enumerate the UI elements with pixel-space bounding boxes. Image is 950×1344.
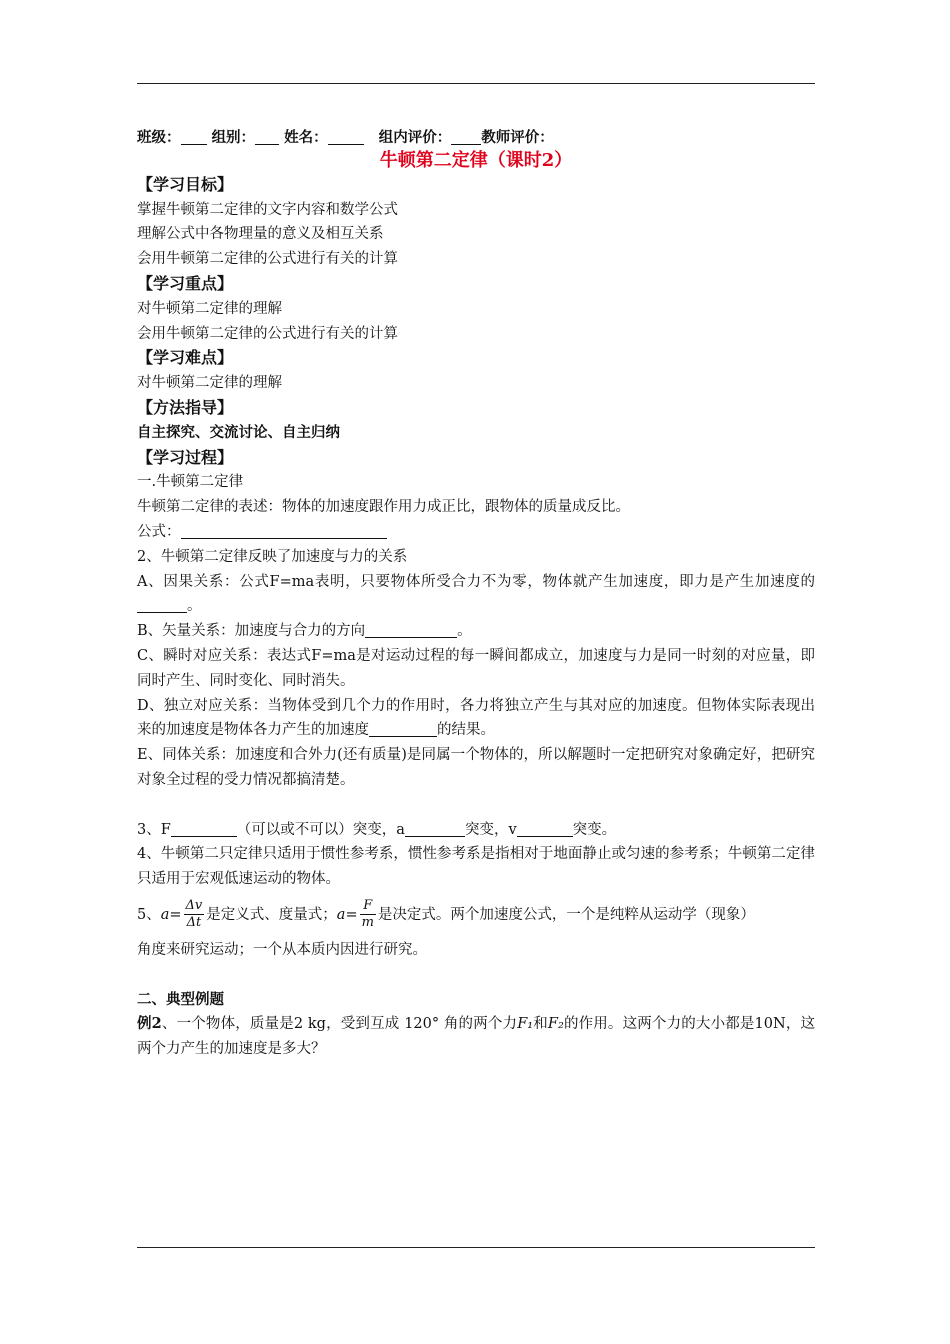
worksheet-body: [137, 126, 815, 1062]
item-a: A、因果关系：公式F=ma表明，只要物体所受合力不为零，物体就产生加速度，即力是产生加速度的。: [137, 573, 815, 615]
goal-item: 掌握牛顿第二定律的文字内容和数学公式: [137, 201, 398, 218]
item5-equation-line: 5、a= $\frac{\Delta v}{\Delta t}$ 是定义式、度量式；a= $\frac{F}{m}$ 是决定式。两个加速度公式，一个是纯粹从运动学（现象）: [137, 898, 755, 931]
class-field[interactable]: [181, 129, 207, 145]
item-d: D、独立对应关系：当物体受到几个力的作用时，各力将独立产生与其对应的加速度。但物体实际表现出来的加速度是物体各力产生的加速度 的结果。: [137, 697, 815, 739]
class-label: 班级：: [137, 129, 181, 146]
teacher-eval-label: 教师评价：: [481, 129, 554, 146]
difficulty-item: 对牛顿第二定律的理解: [137, 375, 282, 392]
item4: 4、牛顿第二只定律只适用于惯性参考系，惯性参考系是指相对于地面静止或匀速的参考系；牛顿第二定律只适用于宏观低速运动的物体。: [137, 846, 815, 888]
name-label: 姓名：: [284, 129, 328, 146]
decision-fraction: $\frac{F}{m}$: [361, 898, 374, 931]
student-info-row: [137, 126, 815, 151]
item-e: E、同体关系：加速度和合外力(还有质量)是同属一个物体的，所以解题时一定把研究对象确定好，把研究对象全过程的受力情况都搞清楚。: [137, 747, 815, 788]
name-field[interactable]: [328, 129, 364, 145]
accel-symbol: a: [336, 906, 346, 923]
difficulties-heading: 【学习难点】: [137, 348, 234, 368]
example-2: 例2、一个物体，质量是2 kg，受到互成 120° 角的两个力F₁和F₂的作用。这两个力的大小都是10N，这两个力产生的加速度是多大？: [137, 1015, 816, 1058]
item-b-blank[interactable]: [365, 622, 457, 638]
footer-rule: [137, 1247, 815, 1248]
group-eval-label: 组内评价：: [378, 129, 452, 146]
accel-symbol: a: [160, 906, 170, 923]
item-d-blank[interactable]: [369, 721, 437, 737]
example-2-label: 例2: [137, 1015, 162, 1033]
item-c: C、瞬时对应关系：表达式F=ma是对运动过程的每一瞬间都成立，加速度与力是同一时刻的对应量，即同时产生、同时变化、同时消失。: [137, 647, 815, 689]
formula-blank[interactable]: [181, 523, 387, 539]
item3-a-blank[interactable]: [405, 821, 465, 837]
item-b: B、矢量关系：加速度与合力的方向 。: [137, 623, 472, 640]
group-eval-field[interactable]: [451, 129, 481, 145]
item3-v-blank[interactable]: [517, 821, 573, 837]
goal-item: 会用牛顿第二定律的公式进行有关的计算: [137, 251, 398, 268]
item-a-blank[interactable]: [137, 597, 187, 613]
formula-label: 公式：: [137, 523, 181, 540]
item3-f-blank[interactable]: [171, 821, 237, 837]
key-point-item: 对牛顿第二定律的理解: [137, 300, 282, 317]
part1-title: 一.牛顿第二定律: [137, 474, 244, 491]
group-label: 组别：: [211, 129, 256, 146]
item3: 3、F （可以或不可以）突变，a 突变，v 突变。: [137, 821, 617, 838]
method-heading: 【方法指导】: [137, 397, 234, 417]
goals-heading: 【学习目标】: [137, 174, 234, 194]
method-text: 自主探究、交流讨论、自主归纳: [137, 423, 340, 441]
key-points-heading: 【学习重点】: [137, 273, 234, 293]
examples-heading: 二、典型例题: [137, 990, 224, 1008]
page-title: 牛顿第二定律（课时2）: [379, 149, 573, 171]
process-heading: 【学习过程】: [137, 447, 234, 467]
force-f2: F₂: [547, 1016, 564, 1033]
key-point-item: 会用牛顿第二定律的公式进行有关的计算: [137, 325, 398, 342]
group-field[interactable]: [255, 129, 279, 145]
goal-item: 理解公式中各物理量的意义及相互关系: [137, 226, 384, 243]
formula-row: [137, 520, 815, 545]
definition-fraction: $\frac{\Delta v}{\Delta t}$: [185, 898, 203, 931]
header-rule: [137, 83, 815, 84]
law-statement: 牛顿第二定律的表述：物体的加速度跟作用力成正比，跟物体的质量成反比。: [137, 499, 630, 516]
item2-title: 2、牛顿第二定律反映了加速度与力的关系: [137, 548, 408, 565]
force-f1: F₁: [517, 1016, 534, 1033]
item5-line2: 角度来研究运动；一个从本质内因进行研究。: [137, 941, 427, 958]
